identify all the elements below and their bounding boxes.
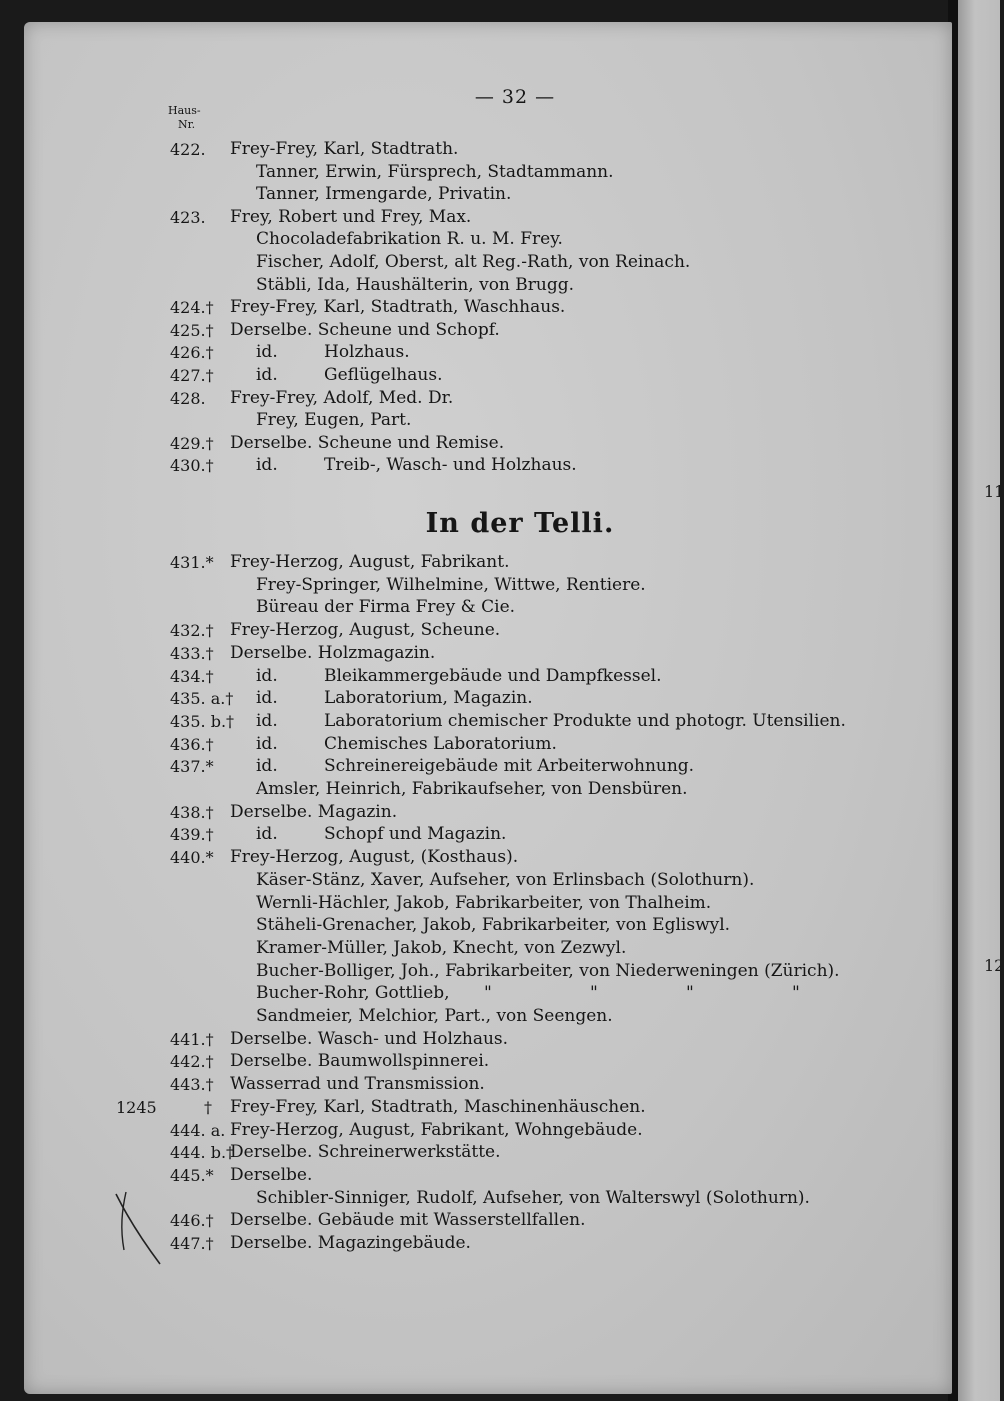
house-number: 439.†	[170, 825, 214, 845]
entry-text: Frey, Robert und Frey, Max.	[230, 206, 472, 227]
entry-text: Fischer, Adolf, Oberst, alt Reg.-Rath, von Reinach.	[256, 252, 691, 272]
entry-text: Tanner, Irmengarde, Privatin.	[256, 184, 512, 205]
house-number: 432.†	[170, 621, 214, 641]
reference-number: 1245	[116, 1097, 157, 1117]
building-description: Holzhaus.	[324, 342, 410, 363]
facing-page-number-2: 12	[984, 956, 1004, 975]
column-header-line-1: Haus-	[168, 104, 201, 117]
ditto-mark: "	[792, 983, 800, 1004]
column-header-line-2: Nr.	[178, 118, 196, 131]
entry-text: Frey-Frey, Adolf, Med. Dr.	[230, 387, 454, 408]
entry-text: Derselbe. Scheune und Schopf.	[230, 319, 500, 340]
house-number: 438.†	[170, 802, 214, 822]
house-number: 443.†	[170, 1075, 214, 1095]
house-number: 433.†	[170, 643, 214, 663]
facing-page-edge	[958, 0, 1000, 1401]
house-number: 427.†	[170, 366, 214, 385]
building-description: Treib-, Wasch- und Holzhaus.	[324, 455, 577, 476]
entry-text: Frey-Frey, Karl, Stadtrath.	[230, 139, 459, 159]
house-number: 426.†	[170, 343, 214, 363]
entry-text: Schibler-Sinniger, Rudolf, Aufseher, von Walterswyl (Solothurn).	[256, 1187, 810, 1208]
entry-text: Bucher-Bolliger, Joh., Fabrikarbeiter, von Niederweningen (Zürich).	[256, 960, 840, 981]
house-number: 437.*	[170, 757, 214, 777]
house-number: †	[204, 1097, 212, 1117]
ibidem-mark: id.	[256, 342, 278, 363]
building-description: Geflügelhaus.	[324, 365, 443, 385]
entry-text: Stäbli, Ida, Haushälterin, von Brugg.	[256, 274, 575, 295]
house-number: 436.†	[170, 734, 214, 754]
ditto-mark: "	[590, 983, 598, 1004]
facing-page-number-1: 11	[984, 482, 1004, 501]
house-number: 441.†	[170, 1029, 214, 1049]
entry-text: Tanner, Erwin, Fürsprech, Stadtammann.	[256, 161, 614, 182]
entry-text: Käser-Stänz, Xaver, Aufseher, von Erlinsbach (Solothurn).	[256, 869, 755, 890]
handwritten-cross-mark	[108, 1188, 168, 1268]
entry-text: Wasserrad und Transmission.	[230, 1074, 485, 1095]
entry-text: Frey-Herzog, August, Fabrikant, Wohngebäude.	[230, 1119, 643, 1140]
section-heading: In der Telli.	[425, 508, 615, 539]
entry-text: Derselbe. Gebäude mit Wasserstellfallen.	[230, 1210, 586, 1231]
building-description: Schreinereigebäude mit Arbeiterwohnung.	[324, 756, 695, 777]
entry-text: Derselbe. Scheune und Remise.	[230, 432, 505, 453]
entry-text: Frey-Springer, Wilhelmine, Wittwe, Rentiere.	[256, 574, 646, 595]
entry-text: Frey-Frey, Karl, Stadtrath, Maschinenhäuschen.	[230, 1096, 646, 1117]
building-description: Schopf und Magazin.	[324, 824, 507, 845]
ibidem-mark: id.	[256, 756, 278, 777]
ibidem-mark: id.	[256, 665, 278, 686]
entry-text: Stäheli-Grenacher, Jakob, Fabrikarbeiter, von Egliswyl.	[256, 915, 731, 936]
house-number: 444. b.†	[170, 1143, 235, 1163]
entry-text: Amsler, Heinrich, Fabrikaufseher, von Densbüren.	[256, 779, 688, 799]
entry-text: Frey-Herzog, August, Fabrikant.	[230, 552, 510, 572]
house-number: 442.†	[170, 1052, 214, 1072]
ibidem-mark: id.	[256, 710, 278, 731]
house-number: 446.†	[170, 1211, 214, 1231]
entry-text: Chocoladefabrikation R. u. M. Frey.	[256, 229, 563, 250]
column-header-house-number	[168, 104, 201, 132]
entry-text: Frey-Frey, Karl, Stadtrath, Waschhaus.	[230, 297, 566, 318]
house-number: 447.†	[170, 1234, 214, 1253]
entry-text: Frey, Eugen, Part.	[256, 410, 412, 431]
ditto-mark: "	[686, 983, 694, 1004]
house-number: 445.*	[170, 1165, 214, 1185]
entry-text: Bucher-Rohr, Gottlieb,	[256, 983, 450, 1004]
page-number: — 32 —	[474, 86, 556, 108]
entry-text: Wernli-Hächler, Jakob, Fabrikarbeiter, von Thalheim.	[256, 892, 712, 913]
building-description: Bleikammergebäude und Dampfkessel.	[324, 665, 662, 686]
entry-text: Derselbe. Baumwollspinnerei.	[230, 1051, 490, 1072]
entry-text: Derselbe. Magazin.	[230, 801, 398, 822]
house-number: 422.	[170, 140, 206, 159]
house-number: 431.*	[170, 553, 214, 572]
building-description: Laboratorium, Magazin.	[324, 688, 533, 709]
ditto-mark: "	[484, 983, 492, 1004]
entry-text: Frey-Herzog, August, Scheune.	[230, 620, 501, 641]
house-number: 428.	[170, 388, 206, 408]
house-number: 435. a.†	[170, 689, 234, 709]
house-number: 429.†	[170, 433, 214, 453]
ibidem-mark: id.	[256, 455, 278, 476]
entry-text: Frey-Herzog, August, (Kosthaus).	[230, 847, 519, 868]
ibidem-mark: id.	[256, 688, 278, 709]
building-description: Laboratorium chemischer Produkte und photogr. Utensilien.	[324, 710, 846, 731]
entry-text: Büreau der Firma Frey & Cie.	[256, 597, 516, 618]
house-number: 434.†	[170, 666, 214, 686]
entry-text: Derselbe. Wasch- und Holzhaus.	[230, 1028, 509, 1049]
house-number: 444. a.	[170, 1120, 226, 1140]
entry-text: Kramer-Müller, Jakob, Knecht, von Zezwyl.	[256, 937, 627, 958]
building-description: Chemisches Laboratorium.	[324, 733, 557, 754]
entry-text: Derselbe. Schreinerwerkstätte.	[230, 1142, 501, 1163]
house-number: 423.	[170, 207, 206, 227]
house-number: 425.†	[170, 320, 214, 340]
house-number: 424.†	[170, 298, 214, 318]
entry-text: Sandmeier, Melchior, Part., von Seengen.	[256, 1006, 613, 1026]
entry-text: Derselbe. Magazingebäude.	[230, 1233, 471, 1253]
house-number: 430.†	[170, 456, 214, 476]
entry-text: Derselbe.	[230, 1164, 313, 1185]
ibidem-mark: id.	[256, 824, 278, 845]
entry-text: Derselbe. Holzmagazin.	[230, 642, 436, 663]
ibidem-mark: id.	[256, 733, 278, 754]
house-number: 435. b.†	[170, 711, 235, 731]
house-number: 440.*	[170, 848, 214, 868]
ibidem-mark: id.	[256, 365, 278, 385]
